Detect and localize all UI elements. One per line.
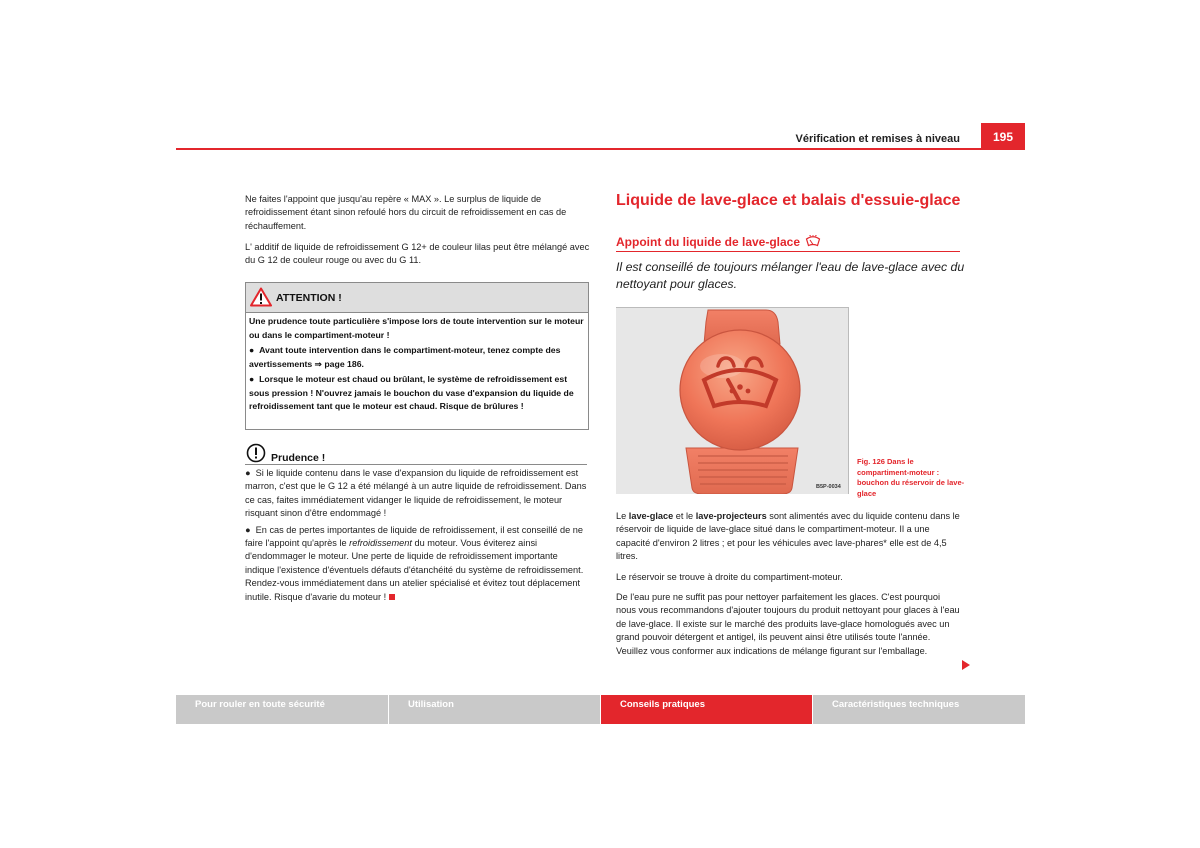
prudence-bullet-text: Si le liquide contenu dans le vase d'expansion du liquide de refroidissement est marron, c'est que le G 12 a été mélangé à un autre liquide de refroidissement. Dans ce cas, faites immédiatement vidanger le liquide de refroidissement, le moteur risquant sinon d'être endommagé ! [245, 468, 587, 519]
windshield-washer-icon [805, 235, 821, 247]
subsection-heading [616, 235, 821, 249]
subsection-rule [616, 251, 960, 252]
tab-label: Caractéristiques techniques [832, 699, 960, 710]
bullet-icon: ● [249, 345, 260, 355]
tab-caracteristiques[interactable] [813, 695, 1025, 724]
figure-code: B5P-0034 [816, 484, 841, 490]
washer-paragraph-3: De l'eau pure ne suffit pas pour nettoyer parfaitement les glaces. C'est pourquoi nous vous recommandons d'ajouter toujours du produit nettoyant pour glaces à l'eau de lave-glace. Il existe sur le marché des produits lave-glace homologués avec un grand pouvoir détergent et antigel, ils peuvent ainsi être utilisés toute l'année. Veuillez vous conformer aux indications de mélange figurant sur l'emballage. [616, 592, 960, 656]
prudence-emphasis: refroidissement [349, 538, 412, 549]
tab-label: Conseils pratiques [620, 699, 705, 710]
attention-intro: Une prudence toute particulière s'impose lors de toute intervention sur le moteur ou dans le compartiment-moteur ! [249, 316, 584, 340]
coolant-max-paragraph: Ne faites l'appoint que jusqu'au repère « MAX ». Le surplus de liquide de refroidissement étant sinon refoulé hors du circuit de refroidissement en cas de réchauffement. [245, 194, 567, 231]
warning-triangle-icon [250, 287, 272, 307]
coolant-additive-paragraph: L' additif de liquide de refroidissement G 12+ de couleur lilas peut être mélangé avec du G 12 de couleur rouge ou avec du G 11. [245, 242, 590, 266]
subsection-heading-text: Appoint du liquide de lave-glace [616, 235, 801, 249]
attention-bullet [249, 344, 585, 371]
attention-bullet-text: Lorsque le moteur est chaud ou brûlant, le système de refroidissement est sous pression ! N'ouvrez jamais le bouchon du vase d'expansion du liquide de refroidissement tant que le moteur est chaud. Risque de brûlures ! [249, 374, 574, 411]
prudence-rule [245, 464, 587, 465]
tab-conseils-pratiques[interactable] [601, 695, 812, 724]
washer-paragraph-1 [616, 510, 961, 564]
prudence-bullet [245, 524, 587, 604]
text-fragment: sont alimentés avec du liquide contenu dans le réservoir de liquide de lave-glace situé dans le compartiment-moteur. Il a une capacité d'environ 2 litres ; et pour les véhicules avec lave-phares* elle est de 4,5 litres. [616, 511, 960, 562]
continue-arrow-icon [962, 660, 970, 670]
section-end-icon [389, 594, 395, 600]
prudence-bullet-text: du moteur. Vous éviterez ainsi d'endommager le moteur. Une perte de liquide de refroidissement importante indique l'existence d'éventuels défauts d'étanchéité du système de refroidissement. Rendez-vous immédiatement dans un atelier spécialisé et évitez tout déplacement inutile. Risque d'avarie du moteur ! [245, 538, 584, 602]
attention-bullet [249, 373, 585, 414]
text-fragment: Le [616, 511, 629, 521]
tab-utilisation[interactable] [389, 695, 600, 724]
bullet-icon: ● [249, 374, 260, 384]
prudence-title: Prudence ! [271, 452, 326, 464]
attention-bullet-text: Avant toute intervention dans le compartiment-moteur, tenez compte des avertissements ⇒ page 186. [249, 345, 561, 369]
bullet-icon: ● [245, 524, 256, 535]
header-rule [176, 148, 1025, 150]
term-lave-projecteurs: lave-projecteurs [695, 511, 767, 521]
tab-securite[interactable] [176, 695, 388, 724]
lead-paragraph: Il est conseillé de toujours mélanger l'eau de lave-glace avec du nettoyant pour glaces. [616, 260, 965, 291]
prudence-bullet [245, 467, 587, 521]
term-lave-glace: lave-glace [628, 511, 674, 521]
attention-title: ATTENTION ! [276, 292, 342, 304]
section-title: Vérification et remises à niveau [795, 133, 960, 145]
washer-cap-illustration [616, 308, 848, 494]
page-number: 195 [981, 123, 1025, 149]
attention-box [245, 282, 589, 430]
section-heading: Liquide de lave-glace et balais d'essuie-glace [616, 192, 961, 209]
prudence-bullet-text: En cas de pertes importantes de liquide de refroidissement, il est conseillé de ne faire l'appoint qu'après le [245, 524, 584, 549]
exclamation-circle-icon [246, 443, 266, 463]
figure-caption: Fig. 126 Dans le compartiment-moteur : bouchon du réservoir de lave-glace [857, 457, 965, 498]
washer-paragraph-2: Le réservoir se trouve à droite du compartiment-moteur. [616, 572, 843, 582]
tab-label: Utilisation [408, 699, 454, 710]
text-fragment: et le [673, 511, 696, 521]
attention-header [246, 283, 588, 313]
figure-washer-cap [616, 307, 849, 494]
attention-body [249, 315, 585, 416]
tab-label: Pour rouler en toute sécurité [195, 699, 325, 710]
bullet-icon: ● [245, 468, 256, 478]
prudence-body [245, 467, 587, 607]
